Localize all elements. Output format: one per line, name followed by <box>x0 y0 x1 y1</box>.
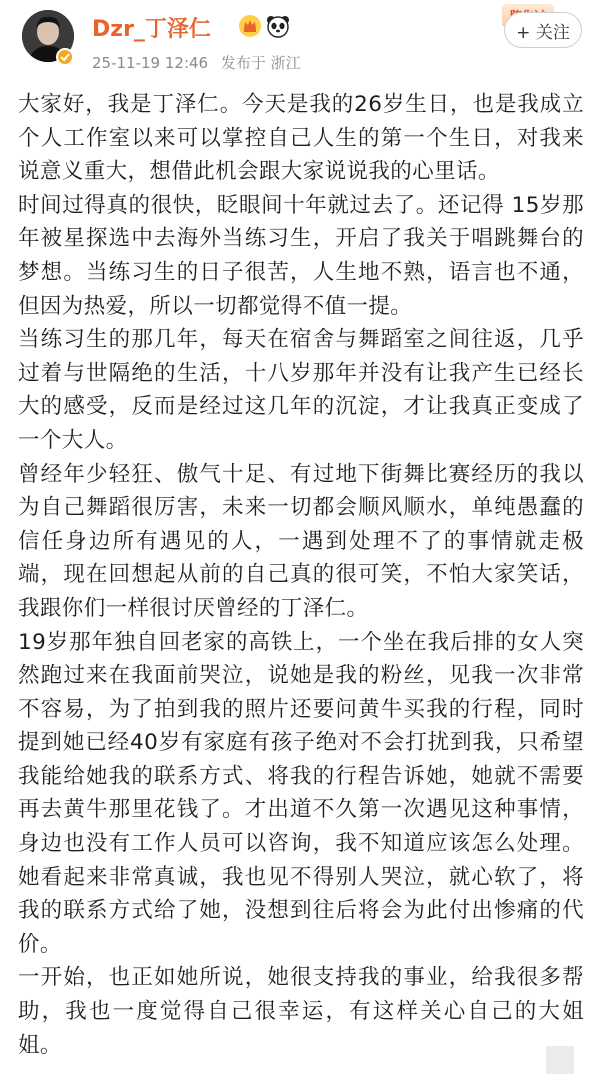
verified-badge-icon <box>56 48 74 66</box>
follow-button[interactable]: + 关注 <box>504 12 582 48</box>
panda-icon <box>266 14 290 42</box>
crown-icon <box>238 14 262 42</box>
post-meta <box>92 52 309 73</box>
post-paragraph: 当练习生的那几年，每天在宿舍与舞蹈室之间往返，几乎过着与世隔绝的生活，十八岁那年并没有让我产生已经长大的感受，反而是经过这几年的沉淀，才让我真正变成了一个大人。 <box>18 327 584 453</box>
post-header <box>0 0 600 80</box>
post-date: 25-11-19 12:46 <box>92 54 209 72</box>
post-paragraph: 大家好，我是丁泽仁。今天是我的26岁生日，也是我成立个人工作室以来可以掌控自己人生的第一个生日，对我来说意义重大，想借此机会跟大家说说我的心里话。 <box>18 92 584 185</box>
post-location: 发布于 浙江 <box>220 54 301 72</box>
image-corner-overlay <box>546 1046 574 1074</box>
post-paragraph: 时间过得真的很快，眨眼间十年就过去了。还记得 15岁那年被星探选中去海外当练习生，开启了我关于唱跳舞台的梦想。当练习生的日子很苦，人生地不熟，语言也不通，但因为热爱，所以一切都觉得不值一提。 <box>18 192 584 319</box>
username[interactable]: Dzr_丁泽仁 <box>92 17 211 42</box>
username-badges <box>238 14 290 42</box>
post-paragraph: 一开始，也正如她所说，她很支持我的事业，给我很多帮助，我也一度觉得自己很幸运，有这样关心自己的大姐姐。 <box>18 965 584 1058</box>
post-paragraph: 曾经年少轻狂、傲气十足、有过地下街舞比赛经历的我以为自己舞蹈很厉害，未来一切都会顺风顺水，单纯愚蠢的信任身边所有遇见的人，一遇到处理不了的事情就走极端，现在回想起从前的自己真的很可笑，不怕大家笑话，我跟你们一样很讨厌曾经的丁泽仁。 <box>18 461 584 621</box>
post-paragraph: 19岁那年独自回老家的高铁上，一个坐在我后排的女人突然跑过来在我面前哭泣，说她是我的粉丝，见我一次非常不容易，为了拍到我的照片还要问黄牛买我的行程，同时提到她已经40岁有家庭有孩子绝对不会打扰到我，只希望我能给她我的联系方式、将我的行程告诉她，她就不需要再去黄牛那里花钱了。才出道不久第一次遇见这种事情，身边也没有工作人员可以咨询，我不知道应该怎么处理。她看起来非常真诚，我也见不得别人哭泣，就心软了，将我的联系方式给了她，没想到往后将会为此付出惨痛的代价。 <box>18 629 584 957</box>
post-content <box>18 88 584 1062</box>
